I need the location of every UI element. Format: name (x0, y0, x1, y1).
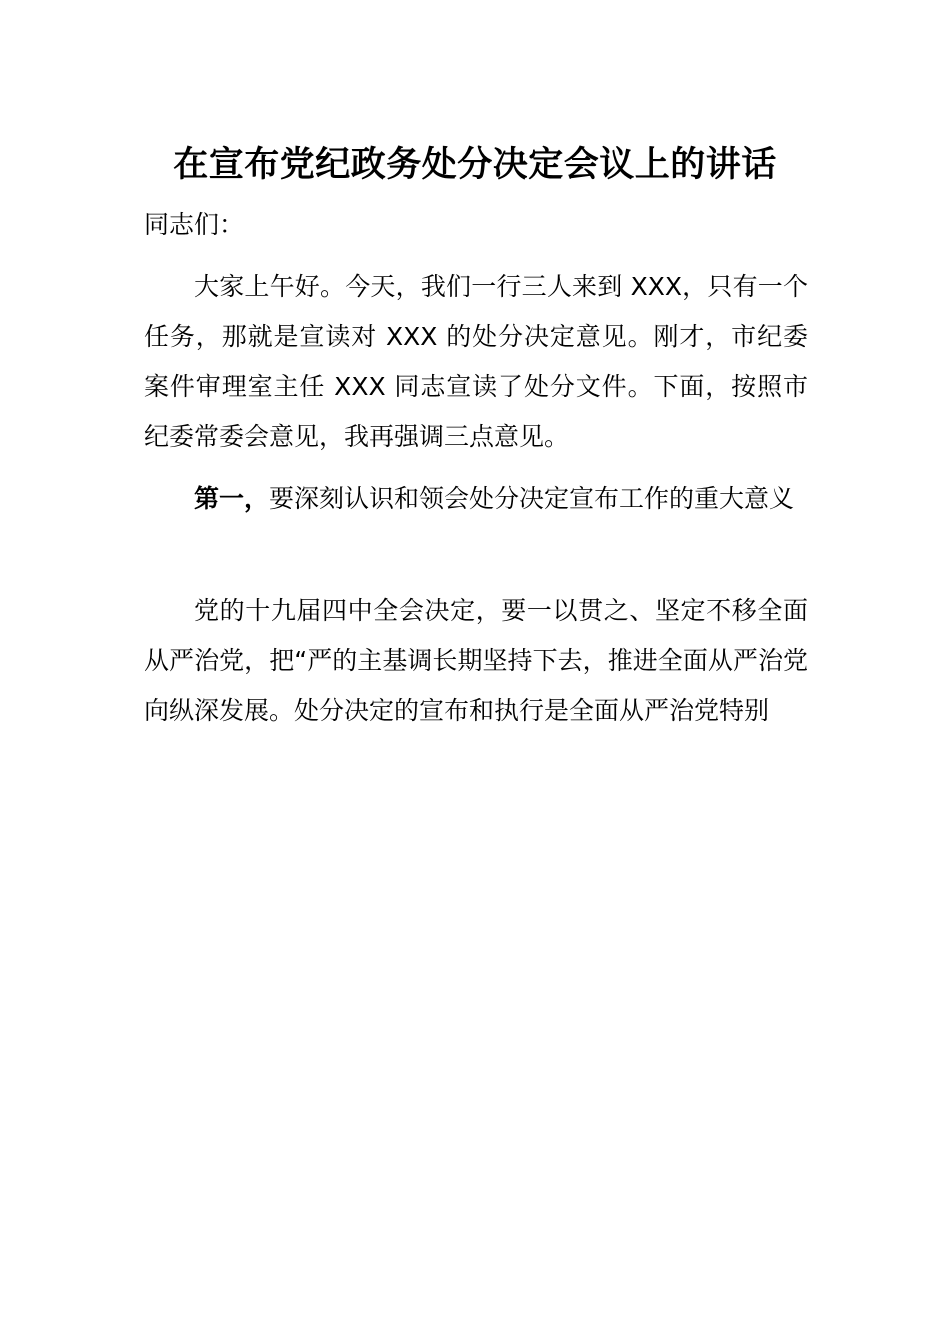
paragraph-2-text: 要深刻认识和领会处分决定宣布工作的重大意义 (269, 484, 795, 513)
document-title: 在宣布党纪政务处分决定会议上的讲话 (173, 144, 777, 185)
paragraph-3 (144, 586, 808, 736)
paragraph-2 (144, 474, 808, 524)
paragraph-1-text: 大家上午好。今天，我们一行三人来到 XXX，只有一个任务，那就是宣读对 XXX 的处分决定意见。刚才，市纪委案件审理室主任 XXX 同志宣读了处分文件。下面，按照市纪委常委会意见，我再强调三点意见。 (144, 272, 808, 451)
paragraph-3-text: 党的十九届四中全会决定，要一以贯之、坚定不移全面从严治党，把“严的主基调长期坚持下去，推进全面从严治党向纵深发展。处分决定的宣布和执行是全面从严治党特别 (144, 596, 808, 725)
paragraph-1 (144, 262, 808, 462)
salutation: 同志们： (144, 210, 245, 239)
paragraph-2-lead: 第一， (194, 484, 270, 513)
